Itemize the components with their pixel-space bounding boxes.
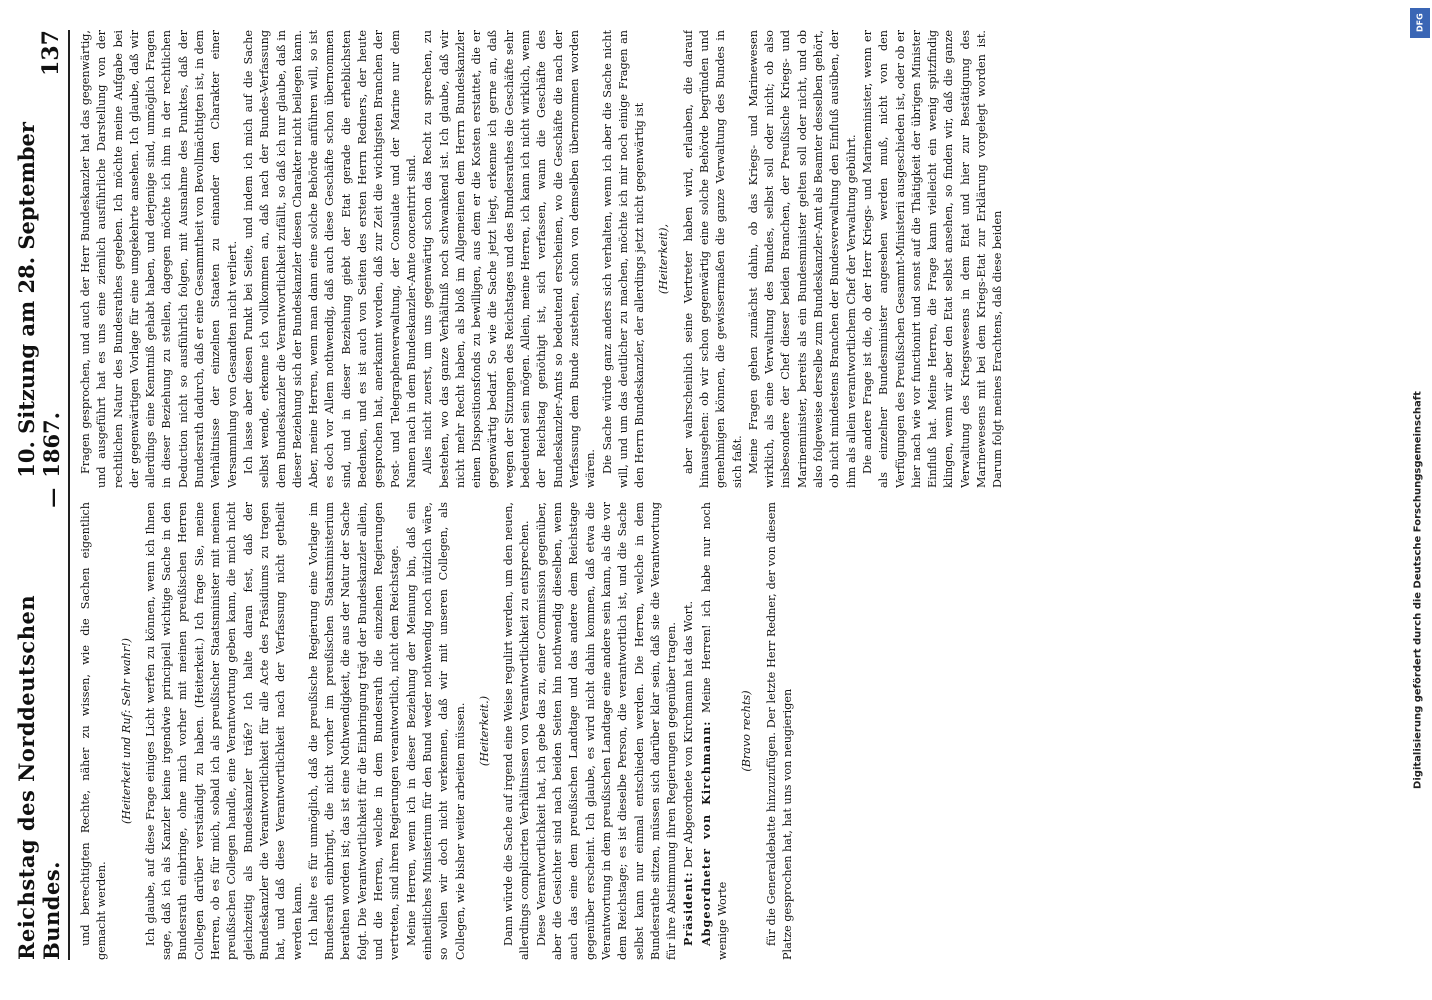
stage-direction: (Heiterkeit und Ruf: Sehr wahr!) xyxy=(119,637,133,825)
column-right xyxy=(78,30,1332,488)
paragraph: Diese Verantwortlichkeit hat, ich gebe das zu, einer Commission gegenüber, aber die Gesichter sind nach beiden Seiten hin nothwendig dieselben, wenn auch das eine dem preußischen Landtage und das andere dem Reichstage gegenüber erscheint. Ich glaube, es wird nicht dahin kommen, daß etwa die Verantwortung in dem preußischen Landtage eine andere sein kann, als die vor dem Reichstage; es ist dieselbe Person, die verantwortlich ist, und die Sache selbst kann nur einmal entschieden werden. Die Herren, welche in dem Bundesrathe sitzen, müssen sich darüber klar sein, daß sie die Verantwortung für ihre Abstimmung ihren Regierungen gegenüber tragen. xyxy=(534,502,679,960)
speaker-paragraph xyxy=(698,502,732,960)
paragraph: Meine Herren, wenn ich in dieser Beziehung der Meinung bin, daß ein einheitliches Ministerium für den Bund weder nothwendig noch nützlich wäre, so wollen wir doch nicht verkennen, daß wir mit unseren Collegen, als Collegen, wie bisher weiter arbeiten müssen. xyxy=(404,502,467,960)
paragraph: aber wahrscheinlich seine Vertreter haben wird, erlauben, die darauf hinausgehen: ob wir schon gegenwärtig eine solche Behörde begründen und genehmigen können, die gewissermaßen die ganze Verwaltung des Bundes in sich faßt. xyxy=(681,30,744,488)
speaker-paragraph xyxy=(680,502,697,960)
paragraph: Fragen gesprochen, und auch der Herr Bundeskanzler hat das gegenwärtig, und ausgeführt hat es uns eine ziemlich ausführliche Darstellung von der rechtlichen Natur des Bundesrathes gegeben. Ich möchte meine Aufgabe bei der gegenwärtigen Vorlage für eine umgekehrte ansehen. Ich glaube, daß wir allerdings eine Kenntniß gehabt haben, und derjenige sind, unmöglich Fragen in dieser Beziehung zu stellen, dagegen möchte ich ihm in der rechtlichen Deduction nicht so ausführlich folgen, mit Ausnahme des Punktes, daß der Bundesrath dadurch, daß er eine Gesammtheit von Bevollmächtigten ist, in dem Verhältnisse der einzelnen Staaten zu einander den Charakter einer Versammlung von Gesandten nicht verliert. xyxy=(79,30,239,488)
paragraph: Alles nicht zuerst, um uns gegenwärtig schon das Recht zu sprechen, zu bestehen, wo das ganze Verhältniß noch schwankend ist. Ich glaube, daß wir nicht mehr Recht haben, als bloß im Allgemeinen dem Herrn Bundeskanzler einen Dispositionsfonds zu bewilligen, aus dem er die Kosten erstattet, die er gegenwärtig bedarf. So wie die Sache jetzt liegt, erkenne ich gerne an, daß wegen der Sitzungen des Reichstages und des Bundesrathes die Geschäfte sehr bedeutend sein mögen. Allein, meine Herren, ich kann ich nicht wirklich, wenn der Reichstag genöthigt ist, sich verfassen, wann die Geschäfte des Bundeskanzler-Amts so bedeutend erscheinen, wo die Geschäfte die nach der Verfassung dem Bunde zustehen, schon von demselben übernommen worden wären. xyxy=(421,30,598,488)
header-left xyxy=(14,76,64,960)
speech-text: Meine Herren! ich habe nur noch wenige Worte xyxy=(699,502,729,960)
speaker-name: Abgeordneter von Kirchmann: xyxy=(698,720,713,946)
paragraph: Ich glaube, auf diese Frage einiges Licht werfen zu können, wenn ich Ihnen sage, daß ich als Kanzler keine irgendwie principiell wichtige Sache in den Bundesrath einbringe, ohne mich vorher mit meinen preußischen Herren Collegen darüber verständigt zu haben. (Heiterkeit.) Ich frage Sie, meine Herren, ob es für mich, sobald ich als preußischer Staatsminister mit meinen preußischen Collegen handle, eine Verantwortung geben kann, die mich nicht gleichzeitig als Bundeskanzler träfe? Ich halte daran fest, daß der Bundeskanzler die Verantwortlichkeit für alle Acte des Präsidiums zu tragen hat, und daß diese Verantwortlichkeit nach der Verfassung nicht getheilt werden kann. xyxy=(143,502,304,960)
dfg-watermark-text: Digitalisierung gefördert durch die Deutsche Forschungsgemeinschaft xyxy=(1412,391,1424,789)
paragraph: Die andere Frage ist die, ob der Herr Kriegs- und Marineminister, wenn er als einzelner Bundesminister angesehen werden muß, nicht von den Verfügungen des Preußischen Gesammt-Ministerii ausgeschieden ist, oder ob er hier nach wie vor functionirt und sonst auf die Thätigkeit der übrigen Minister Einfluß hat. Meine Herren, die Frage kann vielleicht ein wenig spitzfindig klingen, wenn wir aber den Etat selbst ansehen, so finden wir, daß die ganze Verwaltung des Kriegswesens in dem Etat und hier zur Bestätigung des Marinewesens mit bei dem Kriegs-Etat zur Erklärung vorgelegt worden ist. Darum folgt meines Erachtens, daß diese beiden xyxy=(860,30,1005,488)
column-left xyxy=(78,502,1332,960)
session-title: 10. Sitzung am 28. September 1867. xyxy=(14,122,64,478)
publication-title: Reichstag des Norddeutschen Bundes. xyxy=(14,594,64,960)
dfg-logo: DFG xyxy=(1410,8,1430,38)
paragraph: Ich lasse aber diesen Punkt bei Seite, und indem ich mich auf die Sache selbst wende, erkenne ich vollkommen an, daß nach der Bundes-Verfassung dem Bundeskanzler die Verantwortlichkeit zufällt, so daß ich nur glaube, daß in dieser Beziehung sich der Bundeskanzler diesen Charakter nicht beilegen kann. Aber, meine Herren, wenn man dann eine solche Behörde anführen will, so ist es doch vor Allem nothwendig, daß auch diese Geschäfte schon übernommen sind, und in dieser Beziehung giebt der Etat gerade die erheblichsten Bedenken, und es ist auch von Seiten des ersten Herrn Redners, der heute gesprochen hat, anerkannt worden, daß zur Zeit die wichtigsten Branchen der Post- und Telegraphenverwaltung, der Consulate und der Marine nur dem Namen nach in dem Bundeskanzler-Amte concentrirt sind. xyxy=(241,30,418,488)
speech-text: Der Abgeordnete von Kirchmann hat das Wort. xyxy=(682,600,696,868)
stage-direction: (Heiterkeit.) xyxy=(477,695,491,767)
stage-direction: (Heiterkeit), xyxy=(657,223,671,295)
text-columns xyxy=(78,30,1332,960)
page-header xyxy=(14,30,70,960)
header-separator: — xyxy=(40,487,64,508)
stage-direction: (Bravo rechts) xyxy=(740,690,754,772)
paragraph: Die Sache würde ganz anders sich verhalten, wenn ich aber die Sache nicht will, und um das deutlicher zu machen, möchte ich mir noch einige Fragen an den Herrn Bundeskanzler, der allerdings jetzt nicht gegenwärtig ist xyxy=(600,30,647,488)
paragraph: Meine Fragen gehen zunächst dahin, ob das Kriegs- und Marinewesen wirklich, als eine Verwaltung des Bundes, selbst soll oder nicht; ob also insbesondere der Chef dieser beiden Branchen, der Preußische Kriegs- und Marineminister, bereits als ein Bundesminister gelten soll oder nicht, und ob also folgeweise derselbe zum Bundeskanzler-Amt als Beamter desselben gehört, ob nicht mindestens Branchen der Bundesverwaltung den Einfluß ausüben, der ihm als allein verantwortlichem Chef der Verwaltung gebührt. xyxy=(746,30,858,488)
paragraph: für die Generaldebatte hinzuzufügen. Der letzte Herr Redner, der von diesem Platze gesprochen hat, hat uns von neugierigen xyxy=(764,502,794,960)
paragraph: Ich halte es für unmöglich, daß die preußische Regierung eine Vorlage im Bundesrath einbringt, die nicht vorher im preußischen Staatsministerium berathen worden ist; das ist eine Nothwendigkeit, die aus der Natur der Sache folgt. Die Verantwortlichkeit für die Einbringung trägt der Bundeskanzler allein, und die Herren, welche in dem Bundesrath die einzelnen Regierungen vertreten, sind ihren Regierungen verantwortlich, nicht dem Reichstage. xyxy=(306,502,402,960)
page-number: 137 xyxy=(38,30,64,76)
paragraph: und berechtigten Rechte, näher zu wissen, wie die Sachen eigentlich gemacht werden. xyxy=(79,502,109,960)
speaker-name: Präsident: xyxy=(681,871,696,946)
paragraph: Dann würde die Sache auf irgend eine Weise regulirt werden, um den neuen, allerdings complicirten Verhältnissen von Verantwortlichkeit zu entsprechen. xyxy=(502,502,532,960)
